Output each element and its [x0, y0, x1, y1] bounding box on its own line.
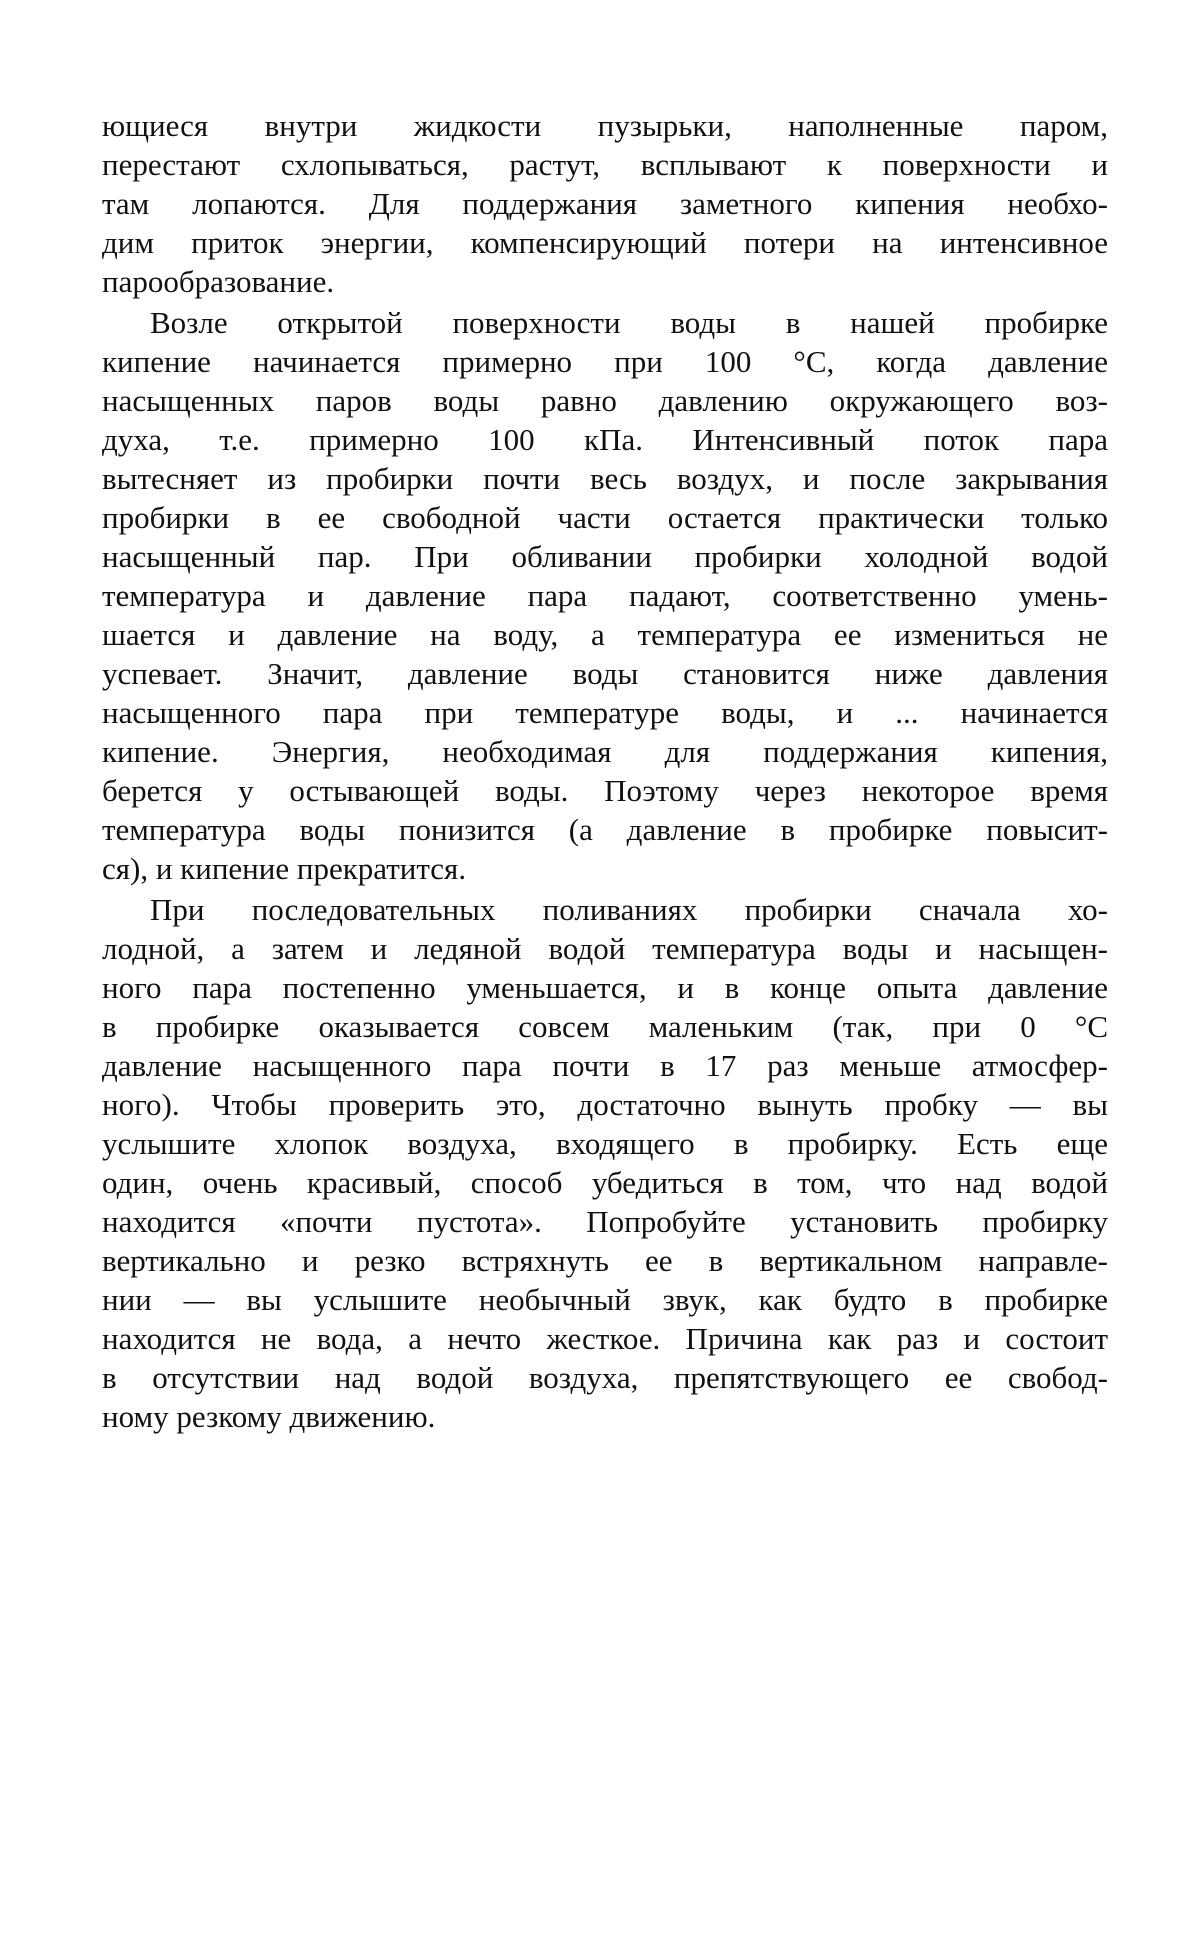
text-line: насыщенный пар. При обливании пробирки холодной водой	[102, 539, 1108, 574]
text-line: лодной, а затем и ледяной водой температура воды и насыщен-	[102, 931, 1108, 966]
paragraph-3	[102, 890, 1108, 1436]
text-line: ся), и кипение прекратится.	[102, 851, 467, 886]
text-line: насыщенных паров воды равно давлению окружающего воз-	[102, 383, 1108, 418]
text-line: температура воды понизится (а давление в пробирке повысит-	[102, 812, 1108, 847]
text-line: успевает. Значит, давление воды становится ниже давления	[102, 656, 1108, 691]
text-line: ного пара постепенно уменьшается, и в конце опыта давление	[102, 970, 1108, 1005]
text-line: ного). Чтобы проверить это, достаточно вынуть пробку — вы	[102, 1087, 1108, 1122]
text-line: духа, т.е. примерно 100 кПа. Интенсивный поток пара	[102, 422, 1108, 457]
text-line: При последовательных поливаниях пробирки сначала хо-	[150, 892, 1108, 927]
text-line: нии — вы услышите необычный звук, как будто в пробирке	[102, 1282, 1108, 1317]
text-line: вытесняет из пробирки почти весь воздух, и после закрывания	[102, 461, 1108, 496]
text-line: насыщенного пара при температуре воды, и ... начинается	[102, 695, 1108, 730]
text-line: кипение начинается примерно при 100 °С, когда давление	[102, 344, 1108, 379]
text-line: кипение. Энергия, необходимая для поддержания кипения,	[102, 734, 1108, 769]
text-line: находится «почти пустота». Попробуйте установить пробирку	[102, 1204, 1108, 1239]
text-line: находится не вода, а нечто жесткое. Причина как раз и состоит	[102, 1321, 1108, 1356]
paragraph-2	[102, 303, 1108, 888]
text-line: пробирки в ее свободной части остается практически только	[102, 500, 1108, 535]
text-line: там лопаются. Для поддержания заметного кипения необхо-	[102, 186, 1108, 221]
text-line: перестают схлопываться, растут, всплывают к поверхности и	[102, 147, 1108, 182]
text-line: парообразование.	[102, 264, 335, 299]
paragraph-1	[102, 106, 1108, 301]
text-line: услышите хлопок воздуха, входящего в пробирку. Есть еще	[102, 1126, 1108, 1161]
body-text	[102, 106, 1108, 1436]
text-line: в отсутствии над водой воздуха, препятствующего ее свобод-	[102, 1360, 1108, 1395]
text-line: Возле открытой поверхности воды в нашей пробирке	[150, 305, 1108, 340]
text-line: шается и давление на воду, а температура ее измениться не	[102, 617, 1108, 652]
text-line: вертикально и резко встряхнуть ее в вертикальном направле-	[102, 1243, 1108, 1278]
text-line: берется у остывающей воды. Поэтому через некоторое время	[102, 773, 1108, 808]
text-line: ному резкому движению.	[102, 1399, 436, 1434]
text-line: температура и давление пара падают, соответственно умень-	[102, 578, 1108, 613]
text-line: ющиеся внутри жидкости пузырьки, наполненные паром,	[102, 108, 1108, 143]
text-line: один, очень красивый, способ убедиться в том, что над водой	[102, 1165, 1108, 1200]
text-line: в пробирке оказывается совсем маленьким (так, при 0 °С	[102, 1009, 1108, 1044]
text-line: давление насыщенного пара почти в 17 раз меньше атмосфер-	[102, 1048, 1108, 1083]
text-line: дим приток энергии, компенсирующий потери на интенсивное	[102, 225, 1108, 260]
